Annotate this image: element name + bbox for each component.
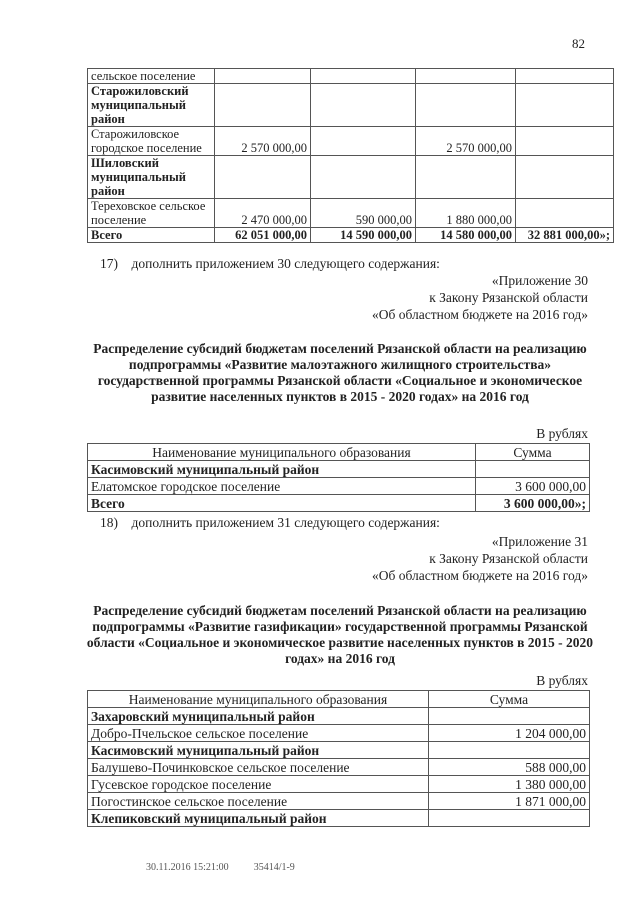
item-17 xyxy=(100,256,440,272)
amount-cell: 1 380 000,00 xyxy=(429,776,590,793)
row-name: Всего xyxy=(88,495,476,512)
row-name: Касимовский муниципальный район xyxy=(88,742,429,759)
page-number: 82 xyxy=(572,36,585,51)
amount-cell xyxy=(516,199,614,228)
amount-cell: 62 051 000,00 xyxy=(215,228,311,243)
row-name: Погостинское сельское поселение xyxy=(88,793,429,810)
table-row xyxy=(88,228,614,243)
table-row xyxy=(88,199,614,228)
row-name: Захаровский муниципальный район xyxy=(88,708,429,725)
appendix-law-name: «Об областном бюджете на 2016 год» xyxy=(372,307,588,322)
table-row xyxy=(88,478,590,495)
amount-cell xyxy=(516,156,614,199)
appendix-law-name: «Об областном бюджете на 2016 год» xyxy=(372,568,588,583)
amount-cell: 2 470 000,00 xyxy=(215,199,311,228)
amount-cell xyxy=(476,461,590,478)
table-row xyxy=(88,127,614,156)
appendix-law: к Закону Рязанской области xyxy=(429,551,588,566)
footer-doc-id: 35414/1-9 xyxy=(253,862,295,873)
row-name: Старожиловское городское поселение xyxy=(88,127,215,156)
amount-cell xyxy=(429,742,590,759)
amount-cell xyxy=(416,84,516,127)
amount-cell: 1 871 000,00 xyxy=(429,793,590,810)
amount-cell xyxy=(215,84,311,127)
amount-cell xyxy=(311,127,416,156)
row-name: Всего xyxy=(88,228,215,243)
amount-cell: 1 880 000,00 xyxy=(416,199,516,228)
amount-cell: 2 570 000,00 xyxy=(215,127,311,156)
row-name: Балушево-Починковское сельское поселение xyxy=(88,759,429,776)
amount-cell xyxy=(516,84,614,127)
section-heading-housing: Распределение субсидий бюджетам поселений Рязанской области на реализацию подпрограммы «Развитие малоэтажного жилищного строительства» государственной программы Рязанской области «Социальное и экономическое развитие населенных пунктов в 2015 - 2020 годах» на 2016 год xyxy=(93,341,587,404)
amount-cell xyxy=(215,69,311,84)
table-header-row xyxy=(88,691,590,708)
row-name: Елатомское городское поселение xyxy=(88,478,476,495)
amount-cell: 1 204 000,00 xyxy=(429,725,590,742)
appendix-30-header xyxy=(372,272,588,323)
table-row xyxy=(88,69,614,84)
row-name: Касимовский муниципальный район xyxy=(88,461,476,478)
amount-cell xyxy=(416,156,516,199)
row-name: сельское поселение xyxy=(88,69,215,84)
header-name: Наименование муниципального образования xyxy=(88,444,476,461)
amount-cell: 3 600 000,00»; xyxy=(476,495,590,512)
row-name: Шиловский муниципальный район xyxy=(88,156,215,199)
table-row xyxy=(88,725,590,742)
item-number: 18) xyxy=(100,515,118,530)
item-text: дополнить приложением 30 следующего содержания: xyxy=(131,256,440,271)
table-row xyxy=(88,776,590,793)
item-text: дополнить приложением 31 следующего содержания: xyxy=(131,515,440,530)
amount-cell xyxy=(215,156,311,199)
amount-cell: 14 590 000,00 xyxy=(311,228,416,243)
appendix-law: к Закону Рязанской области xyxy=(429,290,588,305)
amount-cell: 3 600 000,00 xyxy=(476,478,590,495)
table-row xyxy=(88,156,614,199)
amount-cell xyxy=(311,69,416,84)
row-name: Клепиковский муниципальный район xyxy=(88,810,429,827)
row-name: Тереховское сельское поселение xyxy=(88,199,215,228)
table-row xyxy=(88,810,590,827)
amount-cell: 2 570 000,00 xyxy=(416,127,516,156)
amount-cell xyxy=(516,69,614,84)
header-name: Наименование муниципального образования xyxy=(88,691,429,708)
units-label: В рублях xyxy=(536,426,588,441)
header-sum: Сумма xyxy=(429,691,590,708)
table-row xyxy=(88,708,590,725)
amount-cell xyxy=(416,69,516,84)
row-name: Добро-Пчельское сельское поселение xyxy=(88,725,429,742)
table-row xyxy=(88,759,590,776)
amount-cell: 590 000,00 xyxy=(311,199,416,228)
item-number: 17) xyxy=(100,256,118,271)
units-label: В рублях xyxy=(536,673,588,688)
row-name: Гусевское городское поселение xyxy=(88,776,429,793)
gasification-subsidy-table xyxy=(87,690,590,827)
section-heading-gasification: Распределение субсидий бюджетам поселений Рязанской области на реализацию подпрограммы «Развитие газификации» государственной программы Рязанской области «Социальное и экономическое развитие населенных пунктов в 2015 - 2020 годах» на 2016 год xyxy=(86,603,594,666)
appendix-title: «Приложение 30 xyxy=(491,273,588,288)
footer-timestamp: 30.11.2016 15:21:00 xyxy=(146,862,229,873)
header-sum: Сумма xyxy=(476,444,590,461)
item-18 xyxy=(100,515,440,531)
table-row xyxy=(88,495,590,512)
amount-cell xyxy=(516,127,614,156)
table-row xyxy=(88,461,590,478)
amount-cell: 588 000,00 xyxy=(429,759,590,776)
amount-cell: 14 580 000,00 xyxy=(416,228,516,243)
footer xyxy=(146,862,295,873)
amount-cell xyxy=(429,708,590,725)
row-name: Старожиловский муниципальный район xyxy=(88,84,215,127)
subsidy-table-continued xyxy=(87,68,614,243)
housing-subsidy-table xyxy=(87,443,590,512)
table-row xyxy=(88,793,590,810)
appendix-31-header xyxy=(372,533,588,584)
appendix-title: «Приложение 31 xyxy=(491,534,588,549)
amount-cell: 32 881 000,00»; xyxy=(516,228,614,243)
amount-cell xyxy=(429,810,590,827)
table-header-row xyxy=(88,444,590,461)
table-row xyxy=(88,742,590,759)
amount-cell xyxy=(311,156,416,199)
table-row xyxy=(88,84,614,127)
amount-cell xyxy=(311,84,416,127)
